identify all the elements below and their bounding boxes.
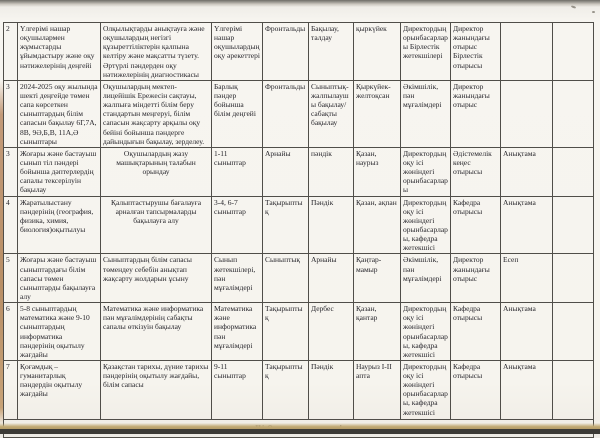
table-cell: Есеп (501, 254, 553, 303)
table-cell: Тақырыптық (263, 196, 309, 254)
table-cell (553, 23, 594, 81)
inspection-plan-table (3, 22, 594, 438)
table-cell: Математика және информатика пән мұғалімдерінің сабақты сапалы өткізуін бақылау (101, 303, 212, 361)
table-cell: Сыныптық (263, 254, 309, 303)
table-cell: Жаратылыстану пәндерінің (география, физика, химия, биология)оқытылуы (18, 196, 101, 254)
table-cell: Бақылау, талдау (309, 23, 354, 81)
table-cell (553, 80, 594, 147)
table-cell: 2024-2025 оқу жылында шекті деңгейде төмен сапа көрсеткен сыныптардың білім сапасын бақылау 6Г,7А, 8В, 9Ә,Б,В, 11А,Ә сыныптары (18, 80, 101, 147)
table-cell: Қалыптастырушы бағалауға арналған тапсырмаларды бақылауға алу (101, 196, 212, 254)
table-cell (501, 23, 553, 81)
table-cell: Қазақстан тарихы, дүние тарихы пәндерінің оқытылу жағдайы, білім сапасы (101, 360, 212, 419)
table-cell: Директордың орынбасарлары Бірлестік жетекшілері (401, 23, 451, 81)
table-cell: Наурыз I-II апта (354, 360, 401, 419)
table-cell: Директор жанындағы отырыс (451, 80, 501, 147)
table-cell: Әдістемелік кеңес отырысы (451, 147, 501, 196)
table-cell: Анықтама (501, 196, 553, 254)
table-cell: Кафедра отырысы (451, 360, 501, 419)
table-cell: Фронтальды (263, 80, 309, 147)
table-cell: Тақырыптық (263, 303, 309, 361)
table-cell: Әкімшілік, пән мұғалімдері (401, 80, 451, 147)
table-row (4, 254, 594, 303)
table-cell: Арнайы (263, 147, 309, 196)
row-number: 6 (4, 303, 18, 361)
table-cell: Пәндік (309, 196, 354, 254)
table-cell: Директордың оқу ісі жөніндегі орынбасарлары (401, 147, 451, 196)
table-cell: Тақырыптық (263, 360, 309, 419)
table-cell: Үлгерімі нашар оқушылармен жұмыстарды ұйымдастыру және оқу нәтижелерінің деңгейі (18, 23, 101, 81)
table-cell: Жоғары және бастауыш сыныптардағы білім сапасы төмен сыныптарды бақылауға алу (18, 254, 101, 303)
table-cell: Анықтама (501, 147, 553, 196)
row-number: 5 (4, 254, 18, 303)
table-row (4, 303, 594, 361)
table-cell: 5-8 сыныптардың математика және 9-10 сыныптардың информатика пәндерінің оқытылу жағдайы (18, 303, 101, 361)
table-cell (553, 303, 594, 361)
row-number: 4 (4, 196, 18, 254)
table-cell: Пәндік (309, 360, 354, 419)
table-cell: Анықтама (501, 303, 553, 361)
scan-edge-bottom-dark (0, 429, 600, 434)
table-cell: Қоғамдық – гуманитарлық пәндердін оқытылу жағдайы (18, 360, 101, 419)
table-cell (553, 196, 594, 254)
row-number: 2 (4, 23, 18, 81)
row-number: 7 (4, 360, 18, 419)
table-row (4, 23, 594, 81)
table-cell: Қазан, наурыз (354, 147, 401, 196)
table-cell: Анықтама (501, 360, 553, 419)
plan-table-body (4, 23, 594, 420)
row-number: 3 (4, 147, 18, 196)
table-cell: Директор жанындағы отырыс (451, 254, 501, 303)
scan-speck (592, 11, 595, 13)
table-cell: Жоғары және бастауыш сынып тіл пәндері бойынша дәптерлердің сапалы тексерілуін бақылау (18, 147, 101, 196)
table-cell: Оқушылардың мектеп-лицейішік Ережесін сақтауы, жалпыға міндетті білім беру стандартын меңгеруі, білім сапасын жақсарту арқылы оқу бейіні бойынша пәндерге дайындығын бақылау, зерделеу. (101, 80, 212, 147)
table-cell: Барлық пәндер бойынша білім деңгейі (212, 80, 263, 147)
table-cell: қыркүйек (354, 23, 401, 81)
table-cell: Сыныптық-жалпылаушы бақылау/сабақты бақылау (309, 80, 354, 147)
table-row (4, 147, 594, 196)
scan-edge-left (0, 80, 3, 425)
table-row (4, 80, 594, 147)
table-cell: 9-11 сыныптар (212, 360, 263, 419)
table-cell: Арнайы (309, 254, 354, 303)
table-cell: пәндік (309, 147, 354, 196)
table-cell (553, 360, 594, 419)
table-cell: Дербес (309, 303, 354, 361)
scan-edge-top (0, 0, 600, 7)
table-cell: Кафедра отырысы (451, 196, 501, 254)
table-cell: Директордың оқу ісі жөніндегі орынбасарлары, кафедра жетекшісі (401, 303, 451, 361)
table-cell: Кафедра отырысы (451, 303, 501, 361)
table-cell: Қаңтар-мамыр (354, 254, 401, 303)
table-cell: Қыркүйек-желтоқсан (354, 80, 401, 147)
table-cell: Әкімшілік, пән мұғалімдері (401, 254, 451, 303)
table-cell: Сынып жетекшілері, пән мұғалімдері (212, 254, 263, 303)
table-cell: Оқушылардың жазу машықтарының талабын орындау (101, 147, 212, 196)
row-number: 3 (4, 80, 18, 147)
table-cell (553, 147, 594, 196)
table-cell: Үлгерімі нашар оқушылардың оқу әрекеттері (212, 23, 263, 81)
table-cell: Директордың оқу ісі жөніндегі орынбасарлары, кафедра жетекшісі (401, 360, 451, 419)
table-cell: Олқылықтарды анықтауға және оқушылардың негізгі құзыреттіліктерін қалпына келтіру және мақсатты түзету. Әртүрлі пәндерден оқу нәтижелерінің диагностикасы (101, 23, 212, 81)
table-cell (553, 254, 594, 303)
table-cell: Қазан, қантар (354, 303, 401, 361)
table-cell (501, 80, 553, 147)
table-cell: Қазан, ақпан (354, 196, 401, 254)
table-row (4, 196, 594, 254)
table-cell: 1-11 сыныптар (212, 147, 263, 196)
table-cell: 3-4, 6-7 сыныптар (212, 196, 263, 254)
table-cell: Директор жанындағы отырыс Бірлестік отырысы (451, 23, 501, 81)
table-cell: Директордың оқу ісі жөніндегі орынбасарлары, кафедра жетекшісі (401, 196, 451, 254)
table-cell: Фронтальды (263, 23, 309, 81)
table-cell: Сыныптардың білім сапасы төмендеу себебін анықтап жақсарту жолдарын ұсыну (101, 254, 212, 303)
table-cell: Математика және информатика пән мұғалімдері (212, 303, 263, 361)
table-row (4, 360, 594, 419)
